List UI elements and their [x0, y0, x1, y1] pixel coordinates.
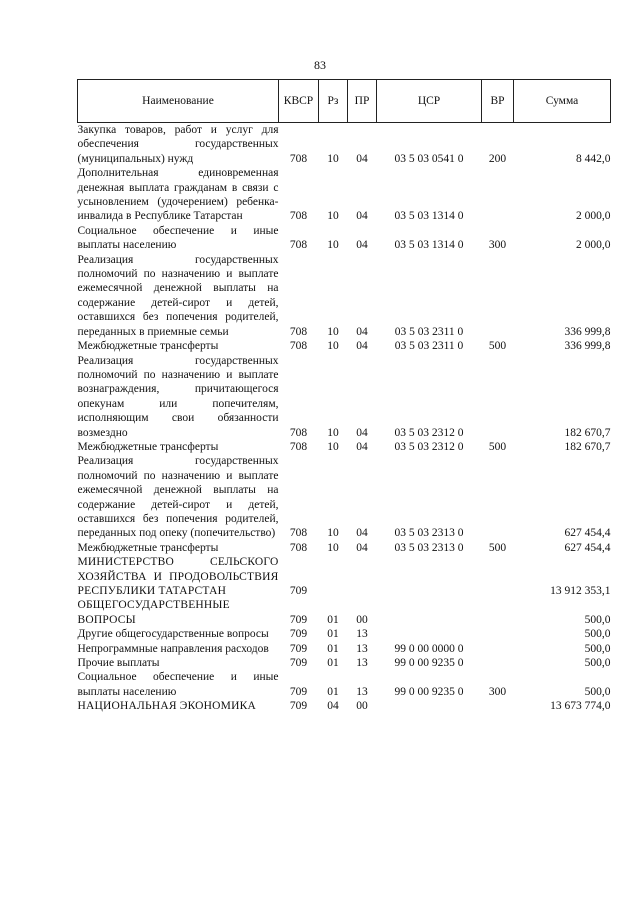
table-row: [78, 253, 611, 339]
cell-csr: 03 5 03 2311 0: [394, 325, 464, 338]
cell-kvsr: 708: [289, 426, 308, 439]
cell-csr: 03 5 03 2313 0: [394, 527, 464, 540]
cell-sum: 182 670,7: [564, 426, 611, 439]
cell-rz: 04: [327, 700, 339, 713]
cell-pr: [348, 555, 377, 598]
cell-kvsr: 709: [289, 613, 308, 626]
cell-vr: [482, 598, 514, 627]
table-body: [78, 123, 611, 714]
cell-kvsr: 709: [289, 628, 308, 641]
cell-rz: 01: [327, 657, 339, 670]
cell-vr: [482, 699, 514, 713]
cell-vr: [482, 166, 514, 224]
table-row: [78, 642, 611, 656]
table-row: [78, 166, 611, 224]
table-row: [78, 440, 611, 454]
table-row: [78, 598, 611, 627]
cell-rz: 01: [327, 642, 339, 655]
cell-csr: 03 5 03 1314 0: [394, 210, 464, 223]
table-row: [78, 627, 611, 641]
page-number: 83: [314, 58, 326, 72]
cell-vr: 300: [488, 239, 507, 252]
cell-name: Межбюджетные трансферты: [77, 440, 219, 453]
cell-pr: 13: [356, 642, 368, 655]
cell-sum: 2 000,0: [576, 210, 611, 223]
cell-kvsr: 708: [289, 340, 308, 353]
cell-csr: 03 5 03 2312 0: [394, 426, 464, 439]
cell-csr: 03 5 03 0541 0: [394, 152, 464, 165]
cell-pr: 04: [356, 440, 368, 453]
cell-vr: [482, 454, 514, 540]
cell-kvsr: 709: [289, 585, 308, 597]
header-kvsr: КВСР: [279, 80, 319, 123]
cell-name: МИНИСТЕРСТВО СЕЛЬСКОГО ХОЗЯЙСТВА И ПРОДОВОЛЬСТВИЯ РЕСПУБЛИКИ ТАТАРСТАН: [77, 556, 279, 597]
cell-rz: 10: [327, 340, 339, 353]
cell-rz: 10: [327, 426, 339, 439]
cell-name: Межбюджетные трансферты: [77, 340, 219, 353]
cell-sum: 336 999,8: [564, 325, 611, 338]
cell-pr: 04: [356, 152, 368, 165]
cell-name: ОБЩЕГОСУДАРСТВЕННЫЕ ВОПРОСЫ: [77, 599, 230, 626]
cell-csr: 99 0 00 0000 0: [394, 642, 464, 655]
cell-vr: [482, 642, 514, 656]
cell-csr: 99 0 00 9235 0: [394, 657, 464, 670]
cell-rz: 01: [327, 613, 339, 626]
cell-rz: [319, 555, 348, 598]
cell-name: Межбюджетные трансферты: [77, 541, 219, 554]
cell-kvsr: 708: [289, 239, 308, 252]
cell-rz: 10: [327, 440, 339, 453]
cell-pr: 04: [356, 340, 368, 353]
cell-pr: 00: [356, 613, 368, 626]
cell-pr: 00: [356, 700, 368, 713]
cell-pr: 04: [356, 239, 368, 252]
table-row: [78, 670, 611, 699]
cell-sum: 13 912 353,1: [550, 585, 611, 597]
cell-name: Реализация государственных полномочий по назначению и выплате ежемесячной денежной выплаты на содержание детей-сирот и детей, оставшихся без попечения родителей, переданных под опеку (попечительство): [77, 455, 279, 540]
cell-sum: 627 454,4: [564, 527, 611, 540]
table-row: [78, 555, 611, 598]
cell-name: Другие общегосударственные вопросы: [77, 628, 269, 641]
cell-vr: 500: [488, 541, 507, 554]
table-row: [78, 224, 611, 253]
table-row: [78, 541, 611, 555]
cell-kvsr: 708: [289, 440, 308, 453]
cell-rz: 10: [327, 239, 339, 252]
table-header-row: [78, 80, 611, 123]
cell-sum: 500,0: [584, 628, 611, 641]
cell-pr: 04: [356, 325, 368, 338]
cell-vr: 500: [488, 340, 507, 353]
cell-pr: 04: [356, 527, 368, 540]
cell-sum: 13 673 774,0: [550, 700, 611, 713]
cell-pr: 13: [356, 628, 368, 641]
table-row: [78, 339, 611, 353]
table-row: [78, 123, 611, 167]
cell-kvsr: 708: [289, 527, 308, 540]
table-row: [78, 656, 611, 670]
table-row: [78, 699, 611, 713]
cell-csr: 03 5 03 1314 0: [394, 239, 464, 252]
cell-kvsr: 708: [289, 152, 308, 165]
cell-csr: 99 0 00 9235 0: [394, 685, 464, 698]
cell-name: НАЦИОНАЛЬНАЯ ЭКОНОМИКА: [77, 700, 256, 713]
cell-name: Социальное обеспечение и иные выплаты населению: [77, 671, 279, 698]
cell-vr: 300: [488, 685, 507, 698]
cell-rz: 10: [327, 210, 339, 223]
cell-rz: 01: [327, 628, 339, 641]
cell-kvsr: 708: [289, 541, 308, 554]
cell-csr: [377, 555, 482, 598]
header-sum: Сумма: [514, 80, 611, 123]
header-vr: ВР: [482, 80, 514, 123]
table-row: [78, 454, 611, 540]
cell-name: Социальное обеспечение и иные выплаты населению: [77, 224, 279, 252]
cell-sum: 500,0: [584, 642, 611, 655]
header-name: Наименование: [78, 80, 279, 123]
cell-pr: 04: [356, 210, 368, 223]
cell-vr: [482, 627, 514, 641]
cell-csr: 03 5 03 2313 0: [394, 541, 464, 554]
cell-name: Закупка товаров, работ и услуг для обеспечения государственных (муниципальных) нужд: [77, 124, 279, 165]
cell-pr: 13: [356, 685, 368, 698]
cell-name: Дополнительная единовременная денежная выплата гражданам в связи с усыновлением (удочерением) ребенка-инвалида в Республике Татарстан: [77, 167, 279, 223]
cell-rz: 10: [327, 152, 339, 165]
cell-csr: [377, 598, 482, 627]
cell-sum: 500,0: [584, 613, 611, 626]
cell-sum: 182 670,7: [564, 440, 611, 453]
cell-vr: [482, 656, 514, 670]
header-csr: ЦСР: [377, 80, 482, 123]
cell-vr: [482, 555, 514, 598]
header-rz: Рз: [319, 80, 348, 123]
cell-pr: 13: [356, 657, 368, 670]
cell-sum: 8 442,0: [576, 152, 611, 165]
cell-vr: 200: [488, 152, 507, 165]
cell-vr: [482, 253, 514, 339]
cell-csr: 03 5 03 2312 0: [394, 440, 464, 453]
cell-kvsr: 709: [289, 657, 308, 670]
cell-csr: 03 5 03 2311 0: [394, 340, 464, 353]
cell-sum: 500,0: [584, 657, 611, 670]
cell-kvsr: 708: [289, 325, 308, 338]
cell-rz: 10: [327, 527, 339, 540]
cell-kvsr: 708: [289, 210, 308, 223]
cell-sum: 2 000,0: [576, 239, 611, 252]
cell-sum: 336 999,8: [564, 340, 611, 353]
cell-pr: 04: [356, 426, 368, 439]
cell-kvsr: 709: [289, 642, 308, 655]
cell-name: Реализация государственных полномочий по назначению и выплате ежемесячной денежной выплаты на содержание детей-сирот и детей, оставшихся без попечения родителей, переданных в приемные семьи: [77, 253, 279, 338]
cell-rz: 10: [327, 325, 339, 338]
cell-kvsr: 709: [289, 700, 308, 713]
cell-name: Непрограммные направления расходов: [77, 642, 269, 655]
cell-csr: [377, 699, 482, 713]
cell-csr: [377, 627, 482, 641]
header-pr: ПР: [348, 80, 377, 123]
cell-sum: 500,0: [584, 685, 611, 698]
cell-rz: 10: [327, 541, 339, 554]
cell-name: Реализация государственных полномочий по назначению и выплате вознаграждения, причитающегося опекунам или попечителям, исполняющим свои обязанности возмездно: [77, 354, 279, 439]
cell-vr: 500: [488, 440, 507, 453]
cell-pr: 04: [356, 541, 368, 554]
cell-name: Прочие выплаты: [77, 657, 160, 670]
cell-kvsr: 709: [289, 685, 308, 698]
cell-rz: 01: [327, 685, 339, 698]
cell-sum: 627 454,4: [564, 541, 611, 554]
cell-vr: [482, 354, 514, 440]
table-row: [78, 354, 611, 440]
budget-table: [77, 79, 611, 714]
